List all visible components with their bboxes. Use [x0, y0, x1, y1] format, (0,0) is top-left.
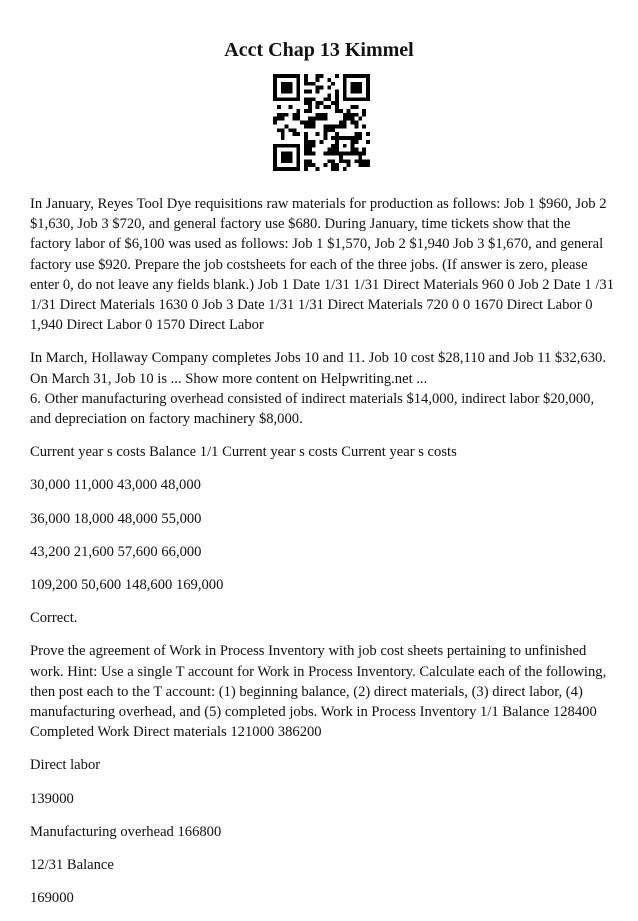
paragraph-ending-balance-value: 169000: [30, 890, 74, 907]
paragraph-correct: Correct.: [30, 610, 78, 627]
paragraph-ending-balance-label: 12/31 Balance: [30, 857, 114, 874]
paragraph-direct-labor: Direct labor: [30, 757, 101, 774]
paragraph-direct-labor-value: 139000: [30, 790, 74, 807]
document-title: Acct Chap 13 Kimmel: [224, 39, 414, 61]
qr-code-graphic: [273, 74, 370, 171]
paragraph-cost-row-1: 30,000 11,000 43,000 48,000: [30, 477, 201, 494]
paragraph-prove-agreement: Prove the agreement of Work in Process Inventory with job cost sheets pertaining to unfinished work. Hint: Use a single T account for Work in Process Inventory. Calculate each of the following, then post each to the T account: (1) beginning balance, (2) direct materials, (3) direct labor, (4) manufacturing overhead, and (5) completed jobs. Work in Process Inventory 1/1 Balance 128400 Completed Work Direct materials 121000 386200: [30, 643, 607, 741]
paragraph-manufacturing-overhead: Manufacturing overhead 166800: [30, 823, 222, 840]
paragraph-cost-headers: Current year s costs Balance 1/1 Current year s costs Current year s costs: [30, 444, 457, 461]
paragraph-cost-row-3: 43,200 21,600 57,600 66,000: [30, 543, 202, 560]
paragraph-cost-row-total: 109,200 50,600 148,600 169,000: [30, 577, 224, 594]
paragraph-cost-row-2: 36,000 18,000 48,000 55,000: [30, 510, 202, 527]
paragraph-reyes-job-costs: In January, Reyes Tool Dye requisitions raw materials for production as follows: Job 1 $960, Job 2 $1,630, Job 3 $720, and general factory use $680. During January, time tickets show that the factory labor of $6,100 was used as follows: Job 1 $1,570, Job 2 $1,940 Job 3 $1,670, and general factory use $920. Prepare the job costsheets for each of the three jobs. (If answer is zero, please enter 0, do not leave any fields blank.) Job 1 Date 1/31 1/31 Direct Materials 960 0 Job 2 Date 1 /31 1/31 Direct Materials 1630 0 Job 3 Date 1/31 1/31 Direct Materials 720 0 0 1670 Direct Labor 0 1,940 Direct Labor 0 1570 Direct Labor: [30, 196, 615, 334]
qr-code-icon: [273, 74, 370, 171]
document-body: [30, 194, 614, 921]
paragraph-hollaway: In March, Hollaway Company completes Jobs 10 and 11. Job 10 cost $28,110 and Job 11 $32,630. On March 31, Job 10 is ... Show more content on Helpwriting.net ...: [30, 350, 606, 387]
paragraph-overhead: 6. Other manufacturing overhead consisted of indirect materials $14,000, indirect labor $20,000, and depreciation on factory machinery $8,000.: [30, 390, 595, 428]
